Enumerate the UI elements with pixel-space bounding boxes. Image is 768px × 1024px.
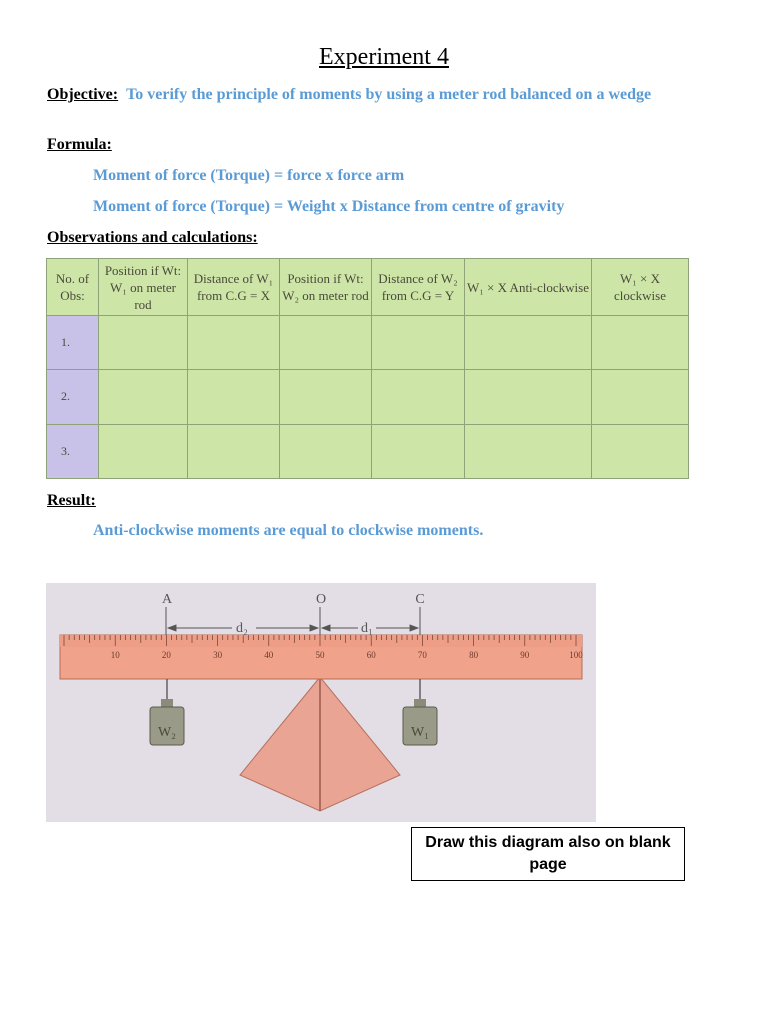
page-title: Experiment 4 — [319, 44, 449, 70]
point-o-label: O — [315, 592, 327, 607]
point-a-label: A — [161, 592, 173, 607]
objective-text: To verify the principle of moments by using a meter rod balanced on a wedge — [126, 86, 652, 103]
table-header: Distance of W₂ from C.G = Y — [372, 259, 465, 316]
scale-label: 80 — [469, 650, 479, 660]
formula-2: Moment of force (Torque) = Weight x Distance from centre of gravity — [93, 198, 565, 215]
table-cell — [188, 316, 280, 370]
scale-label: 10 — [110, 650, 120, 660]
result-label: Result: — [47, 492, 96, 509]
table-header: W₁ × X Anti-clockwise — [465, 259, 592, 316]
table-header: W₁ × X clockwise — [592, 259, 689, 316]
table-header-row — [47, 259, 689, 316]
row-number: 3. — [47, 424, 99, 478]
note-box: Draw this diagram also on blank page — [411, 827, 685, 881]
scale-label: 50 — [315, 650, 325, 660]
observations-label: Observations and calculations: — [47, 229, 258, 246]
row-number: 2. — [47, 370, 99, 424]
table-cell — [188, 424, 280, 478]
table-row — [47, 424, 689, 478]
distance-d1-label: d₁ — [361, 621, 373, 636]
scale-label: 90 — [520, 650, 530, 660]
scale-label: 60 — [366, 650, 376, 660]
table-header: No. of Obs: — [47, 259, 99, 316]
table-cell — [592, 424, 689, 478]
table-cell — [592, 316, 689, 370]
table-cell — [592, 370, 689, 424]
table-cell — [99, 424, 188, 478]
table-cell — [465, 424, 592, 478]
weight-w1-label: W₁ — [410, 725, 430, 740]
table-header: Position if Wt: W₂ on meter rod — [280, 259, 372, 316]
balance-diagram — [46, 583, 596, 822]
table-cell — [99, 370, 188, 424]
table-cell — [372, 424, 465, 478]
table-row — [47, 370, 689, 424]
objective-label: Objective: — [47, 86, 119, 103]
scale-label: 20 — [161, 650, 171, 660]
table-header: Distance of W₁ from C.G = X — [188, 259, 280, 316]
row-number: 1. — [47, 316, 99, 370]
scale-label: 70 — [417, 650, 427, 660]
table-cell — [280, 316, 372, 370]
table-cell — [280, 370, 372, 424]
distance-d2-label: d₂ — [236, 621, 248, 636]
scale-label: 30 — [213, 650, 223, 660]
table-cell — [372, 370, 465, 424]
weight-w2-label: W₂ — [157, 725, 177, 740]
table-cell — [465, 316, 592, 370]
point-c-label: C — [415, 592, 425, 607]
table-cell — [465, 370, 592, 424]
scale-label: 100 — [569, 650, 583, 660]
table-cell — [280, 424, 372, 478]
scale-label: 40 — [264, 650, 274, 660]
table-cell — [99, 316, 188, 370]
result-text: Anti-clockwise moments are equal to clockwise moments. — [93, 522, 484, 539]
table-cell — [188, 370, 280, 424]
observation-table — [46, 258, 689, 479]
table-cell — [372, 316, 465, 370]
formula-label: Formula: — [47, 136, 112, 153]
objective — [47, 84, 707, 105]
observation-table-image — [46, 258, 689, 479]
table-row — [47, 316, 689, 370]
table-header: Position if Wt: W₁ on meter rod — [99, 259, 188, 316]
formula-1: Moment of force (Torque) = force x force arm — [93, 167, 405, 184]
